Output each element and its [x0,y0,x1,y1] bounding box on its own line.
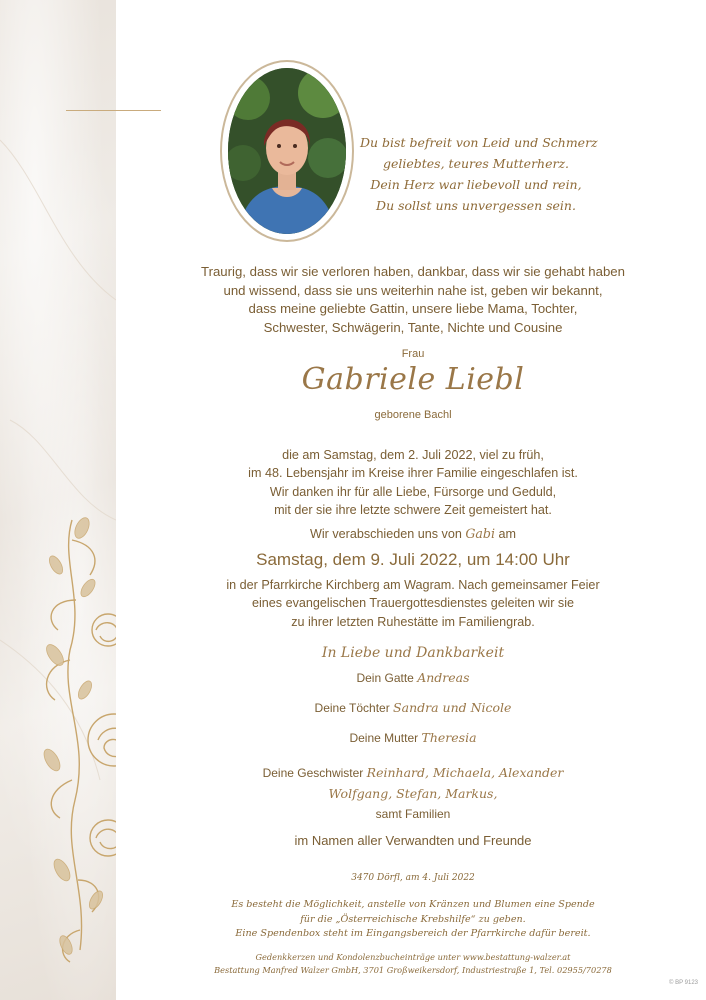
salutation: Frau [401,348,425,360]
footer-line: Bestattung Manfred Walzer GmbH, 3701 Großweikersdorf, Industriestraße 1, Tel. 02955/70278 [214,964,612,975]
death-line: Wir danken ihr für alle Liebe, Fürsorge und Geduld, [269,484,557,499]
farewell-nickname: Gabi [465,526,496,541]
mourner-siblings-cont [120,786,706,801]
funeral-details [120,576,706,631]
intro-text [120,263,706,337]
donation-line: für die „Österreichische Krebshilfe“ zu geben. [300,913,526,925]
print-code: © BP 9123 [669,980,698,986]
mourner-names: Sandra und Nicole [393,700,512,715]
farewell-line [120,526,706,541]
birth-name: geborene Bachl [374,409,452,421]
donation-note [120,898,706,942]
footer-line: Gedenkkerzen und Kondolenzbucheinträge unter www.bestattung-walzer.at [255,952,571,962]
poem-line: geliebtes, teures Mutterherz. [382,156,570,171]
gold-divider-line [66,110,161,111]
death-line: im 48. Lebensjahr im Kreise ihrer Familie eingeschlafen ist. [248,466,578,481]
death-notice [120,446,706,520]
mourner-daughters [120,700,706,715]
funeral-line: zu ihrer letzten Ruhestätte im Familiengrab. [291,614,535,629]
relatives-line: im Namen aller Verwandten und Freunde [294,833,532,848]
mourner-names: Andreas [417,670,470,685]
poem-line: Du sollst uns unvergessen sein. [376,198,576,213]
funeral-date: Samstag, dem 9. Juli 2022, um 14:00 Uhr [256,550,570,569]
place-date: 3470 Dörfl, am 4. Juli 2022 [351,873,475,883]
mourner-names: Reinhard, Michaela, Alexander [366,765,564,780]
mourner-siblings [120,765,706,780]
death-line: die am Samstag, dem 2. Juli 2022, viel zu früh, [282,448,544,462]
mourner-names: Wolfgang, Stefan, Markus, [328,786,498,801]
mourner-names: Theresia [421,730,477,745]
funeral-line: in der Pfarrkirche Kirchberg am Wagram. Nach gemeinsamer Feier [226,578,600,592]
intro-line: und wissend, dass sie uns weiterhin nahe ist, geben wir bekannt, [223,282,603,298]
mourner-husband [120,670,706,685]
farewell-prefix: Wir verabschieden uns von [309,527,462,541]
poem-line: Du bist befreit von Leid und Schmerz [360,135,598,150]
mourner-label: Deine Mutter [349,731,419,745]
intro-line: Schwester, Schwägerin, Tante, Nichte und Cousine [263,319,563,335]
poem-line: Dein Herz war liebevoll und rein, [370,177,582,192]
donation-line: Es besteht die Möglichkeit, anstelle von Kränzen und Blumen eine Spende [231,899,595,910]
funeral-line: eines evangelischen Trauergottesdienstes geleiten wir sie [251,596,575,611]
mourner-mother [120,730,706,745]
rose-ornament-icon [0,0,116,1000]
footer [120,951,706,976]
mourner-label: Deine Geschwister [262,766,364,780]
deceased-name: Gabriele Liebl [301,362,525,397]
intro-line: Traurig, dass wir sie verloren haben, dankbar, dass wir sie gehabt haben [201,264,625,279]
poem [360,132,598,216]
portrait-photo [228,68,346,234]
mourner-label: Deine Töchter [314,701,390,715]
donation-line: Eine Spendenbox steht im Eingangsbereich der Pfarrkirche dafür bereit. [235,928,591,939]
marble-border [0,0,116,1000]
farewell-suffix: am [498,527,517,541]
mourner-families: samt Familien [375,807,451,821]
mourners-heading: In Liebe und Dankbarkeit [321,645,505,661]
intro-line: dass meine geliebte Gattin, unsere liebe Mama, Tochter, [248,301,578,317]
mourner-label: Dein Gatte [356,671,414,685]
death-line: mit der sie ihre letzte schwere Zeit gemeistert hat. [274,503,552,518]
